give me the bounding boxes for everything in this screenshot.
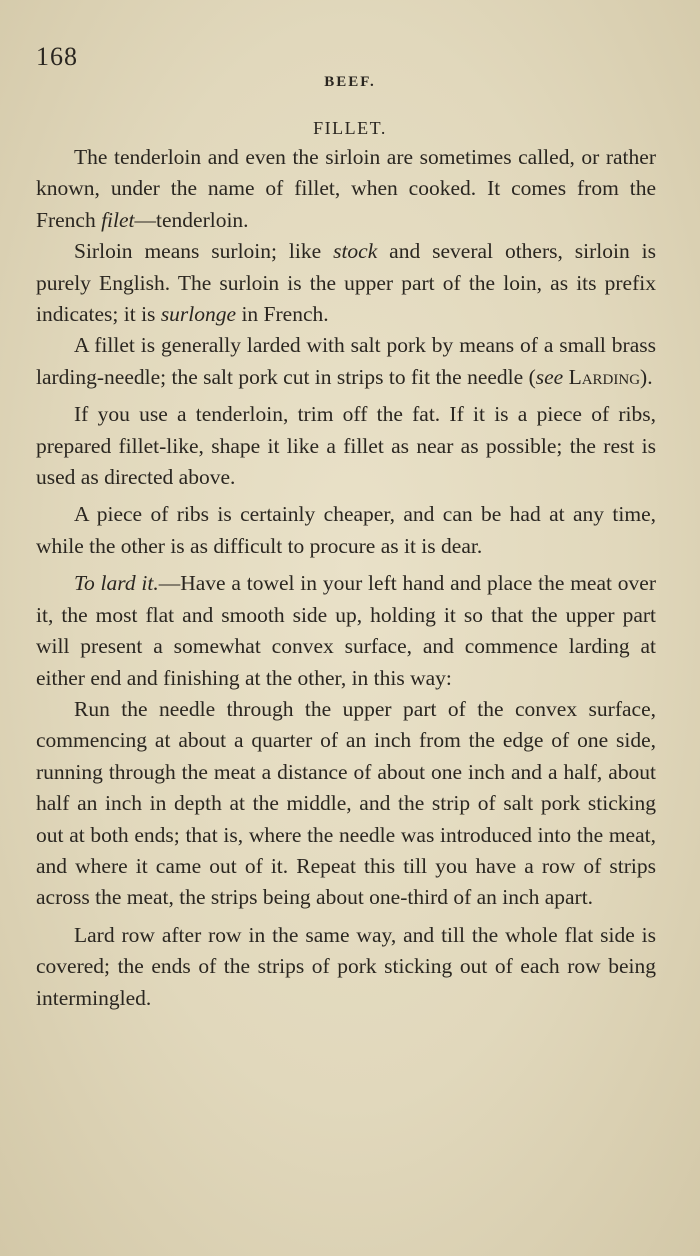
running-head: BEEF. <box>324 74 376 90</box>
paragraph-row-after-row: Lard row after row in the same way, and till the whole flat side is covered; the ends of the strips of pork sticking out of each row being intermingled. <box>36 922 656 1010</box>
paragraph-to-lard: To lard it.—Have a towel in your left hand and place the meat over it, the most flat and smooth side up, holding it so that the upper part will present a somewhat convex surface, and commence larding at either end and finishing at the other, in this way: <box>36 571 656 690</box>
page-number: 168 <box>36 42 78 71</box>
paragraph-trim: If you use a tenderloin, trim off the fat. If it is a piece of ribs, prepared fillet-like, shape it like a fillet as near as possible; the rest is used as directed above. <box>36 402 656 490</box>
paragraph-run-needle: Run the needle through the upper part of the convex surface, commencing at about a quarter of an inch from the edge of one side, running through the meat a distance of about one inch and a half, about half an inch in depth at the middle, and the strip of salt pork sticking out at both ends; that is, where the needle was introduced into the meat, and where it came out of it. Repeat this till you have a row of strips across the meat, the strips being about one-third of an inch apart. <box>36 696 656 910</box>
paragraph-tenderloin: The tenderloin and even the sirloin are sometimes called, or rather known, under the name of fillet, when cooked. It comes from the French filet—tenderloin. <box>36 145 656 232</box>
paragraph-ribs: A piece of ribs is certainly cheaper, and can be had at any time, while the other is as difficult to procure as it is dear. <box>36 502 656 558</box>
section-title: FILLET. <box>313 118 387 138</box>
paragraph-sirloin: Sirloin means surloin; like stock and several others, sirloin is purely English. The surloin is the upper part of the loin, as its prefix indicates; it is surlonge in French. <box>36 239 656 327</box>
paragraph-larded: A fillet is generally larded with salt pork by means of a small brass larding-needle; the salt pork cut in strips to fit the needle (see Larding). <box>36 333 656 389</box>
body-text <box>36 142 656 1014</box>
